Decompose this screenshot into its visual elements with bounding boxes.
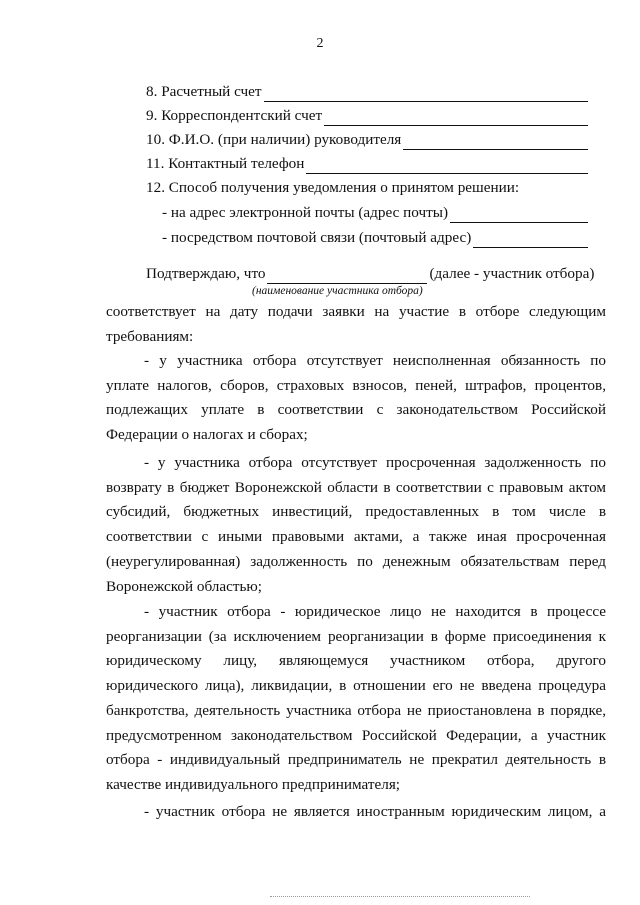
confirm-suffix: (далее - участник отбора) [429, 265, 595, 282]
field-label: 9. Корреспондентский счет [146, 107, 323, 124]
paragraph-foreign-entity: - участник отбора не является иностранным юридическим лицом, а [144, 803, 606, 820]
field-email-address [162, 203, 588, 223]
paragraph-reorganization: - участник отбора - юридическое лицо не находится в процессе реорганизации (за исключением реорганизации в форме присоединения к юридическому лицу, являющемуся участником отбора, другого юридического лица), ликвидации, в отношении его не введена процедура банкротства, деятельность участника отбора не приостановлена в порядке, предусмотренном законодательством Российской Федерации, а участник отбора - индивидуальный предприниматель не прекратил деятельность в качестве индивидуального предпринимателя; [106, 603, 606, 793]
fill-in-line[interactable] [473, 233, 588, 248]
field-label: 11. Контактный телефон [146, 155, 305, 172]
fill-in-line[interactable] [324, 111, 588, 126]
field-label: 8. Расчетный счет [146, 83, 262, 100]
field-director-name [146, 130, 588, 150]
paragraph-requirements-intro: соответствует на дату подачи заявки на участие в отборе следующим требованиям: [106, 303, 606, 345]
fill-in-line[interactable] [450, 208, 588, 223]
field-label: - на адрес электронной почты (адрес почты) [162, 204, 449, 221]
participant-name-caption: (наименование участника отбора) [252, 285, 423, 297]
field-postal-address [162, 228, 588, 248]
field-settlement-account [146, 82, 588, 102]
field-correspondent-account [146, 106, 588, 126]
field-label: - посредством почтовой связи (почтовый адрес) [162, 229, 472, 246]
confirmation-line [146, 264, 601, 284]
fill-in-line[interactable] [264, 87, 588, 102]
scan-artifact-line [270, 896, 530, 898]
fill-in-line[interactable] [306, 159, 588, 174]
paragraph-tax-obligations: - у участника отбора отсутствует неисполненная обязанность по уплате налогов, сборов, страховых взносов, пеней, штрафов, процентов, подлежащих уплате в соответствии с законодательством Российской Федерации о налогах и сборах; [106, 352, 606, 444]
field-contact-phone [146, 154, 588, 174]
fill-in-line[interactable] [403, 135, 588, 150]
field-notification-method [146, 178, 588, 198]
confirm-prefix: Подтверждаю, что [146, 265, 266, 282]
field-label: 10. Ф.И.О. (при наличии) руководителя [146, 131, 402, 148]
field-label: 12. Способ получения уведомления о принятом решении: [146, 179, 520, 196]
paragraph-budget-debt: - у участника отбора отсутствует просроченная задолженность по возврату в бюджет Воронежской области в соответствии с правовым актом субсидий, бюджетных инвестиций, предоставленных в том числе в соответствии с иными правовыми актами, а также иная просроченная (неурегулированная) задолженность по денежным обязательствам перед Воронежской областью; [106, 454, 606, 595]
page-number: 2 [316, 36, 324, 51]
participant-name-line[interactable] [267, 269, 427, 284]
